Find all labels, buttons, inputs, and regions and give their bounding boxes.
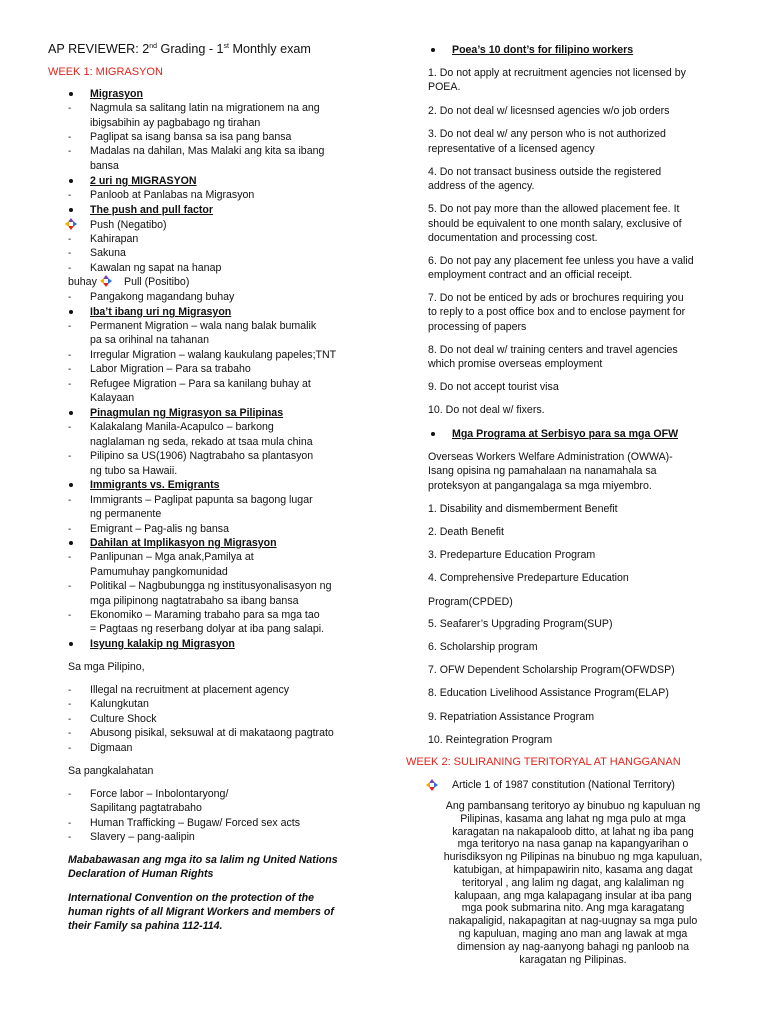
dash-icon: - bbox=[68, 685, 72, 696]
text-line: Abusong pisikal, seksuwal at di makataong pagtrato bbox=[90, 727, 334, 739]
text-line: Program(CPDED) bbox=[428, 596, 513, 608]
article-line: karagatan ng Pilipinas. bbox=[519, 953, 627, 966]
text-line: Push (Negatibo) bbox=[90, 219, 167, 231]
text-line: 10. Do not deal w/ fixers. bbox=[428, 404, 545, 416]
text-line: 6. Scholarship program bbox=[428, 641, 538, 653]
heading-immigrants: Immigrants vs. Emigrants bbox=[90, 479, 220, 491]
bullet-dot-icon bbox=[69, 208, 73, 212]
dash-icon: - bbox=[68, 728, 72, 739]
text-line: 7. OFW Dependent Scholarship Program(OFWDSP) bbox=[428, 664, 675, 676]
dash-icon: - bbox=[68, 743, 72, 754]
text-line: Refugee Migration – Para sa kanilang buhay at bbox=[90, 378, 311, 390]
bullet-dot-icon bbox=[69, 483, 73, 487]
article-line: Pilipinas, kasama ang lahat ng mga pulo at mga bbox=[460, 812, 686, 825]
text-line: Labor Migration – Para sa trabaho bbox=[90, 363, 251, 375]
dash-icon: - bbox=[68, 610, 72, 621]
text-line: Pull (Positibo) bbox=[124, 276, 190, 288]
text-line: Pilipino sa US(1906) Nagtrabaho sa plantasyon bbox=[90, 450, 314, 462]
text-line: Paglipat sa isang bansa sa isa pang bansa bbox=[90, 131, 292, 143]
text-line: Human Trafficking – Bugaw/ Forced sex acts bbox=[90, 817, 301, 829]
dash-icon: - bbox=[68, 321, 72, 332]
text-line: Kalungkutan bbox=[90, 698, 149, 710]
article-line: dimension ay nag-aanyong bahagi ng panloob na bbox=[456, 940, 690, 953]
heading-isyung: Isyung kalakip ng Migrasyon bbox=[90, 638, 235, 650]
text-line: ibigsabihin ay pagbabago ng tirahan bbox=[90, 117, 261, 129]
dash-icon: - bbox=[68, 524, 72, 535]
article-line: kalupaan, ang mga kalapagang insular at iba pang bbox=[454, 889, 692, 902]
text-line: Mababawasan ang mga ito sa lalim ng United Nations bbox=[68, 854, 338, 866]
dash-icon: - bbox=[68, 234, 72, 245]
text-line: to reply to a post office box and to enclose payment for bbox=[428, 306, 686, 318]
text-line: documentation and processing cost. bbox=[428, 232, 598, 244]
four-way-arrow-icon bbox=[65, 218, 77, 230]
text-line: Irregular Migration – walang kaukulang papeles;TNT bbox=[90, 349, 337, 361]
heading-pinagmulan: Pinagmulan ng Migrasyon sa Pilipinas bbox=[90, 407, 284, 419]
text-line: 2. Death Benefit bbox=[428, 526, 504, 538]
article-line: teritoryal , ang lalim ng dagat, ang kalaliman ng bbox=[461, 876, 684, 889]
article-line: nakapaligid, nakapagitan at nag-uugnay sa mga pulo bbox=[448, 915, 698, 928]
four-way-arrow-icon bbox=[426, 779, 438, 791]
four-way-arrow-icon bbox=[100, 275, 112, 287]
text-line: ng permanente bbox=[90, 508, 162, 520]
dash-icon: - bbox=[68, 146, 72, 157]
text-line: Sakuna bbox=[90, 247, 126, 259]
dash-icon: - bbox=[68, 581, 72, 592]
text-line: Kalakalang Manila-Acapulco – barkong bbox=[90, 421, 274, 433]
bullet-dot-icon bbox=[69, 92, 73, 96]
article-heading: Article 1 of 1987 constitution (National Territory) bbox=[452, 779, 675, 791]
text-line: 9. Repatriation Assistance Program bbox=[428, 711, 595, 723]
text-line: 3. Predeparture Education Program bbox=[428, 549, 596, 561]
bullet-dot-icon bbox=[431, 48, 435, 52]
text-line: 6. Do not pay any placement fee unless you have a valid bbox=[428, 255, 694, 267]
article-1-text bbox=[418, 800, 728, 966]
dash-icon: - bbox=[68, 350, 72, 361]
article-line: katubigan, at himpapawirin nito, kasama ang dagat bbox=[453, 863, 693, 876]
text-line: Panloob at Panlabas na Migrasyon bbox=[90, 189, 255, 201]
dash-icon: - bbox=[68, 699, 72, 710]
week2-heading: WEEK 2: SULIRANING TERITORYAL AT HANGGANAN bbox=[406, 756, 681, 768]
text-line: 5. Seafarer’s Upgrading Program(SUP) bbox=[428, 618, 613, 630]
text-line: 1. Do not apply at recruitment agencies not licensed by bbox=[428, 67, 686, 79]
text-line: 1. Disability and dismemberment Benefit bbox=[428, 503, 618, 515]
text-line: which promise overseas employment bbox=[428, 358, 603, 370]
text-line: Slavery – pang-aalipin bbox=[90, 831, 195, 843]
text-line: pa sa orihinal na tahanan bbox=[90, 334, 209, 346]
text-line: employment contract and an official receipt. bbox=[428, 269, 633, 281]
heading-migrasyon: Migrasyon bbox=[90, 88, 143, 100]
text-line: ng tubo sa Hawaii. bbox=[90, 465, 178, 477]
text-line: address of the agency. bbox=[428, 180, 535, 192]
dash-icon: - bbox=[68, 364, 72, 375]
text-line: 4. Do not transact business outside the registered bbox=[428, 166, 662, 178]
text-line: Permanent Migration – wala nang balak bumalik bbox=[90, 320, 317, 332]
text-line: Politikal – Nagbubungga ng institusyonalisasyon ng bbox=[90, 580, 332, 592]
dash-icon: - bbox=[68, 248, 72, 259]
dash-icon: - bbox=[68, 714, 72, 725]
text-line: 3. Do not deal w/ any person who is not authorized bbox=[428, 128, 666, 140]
text-line: = Pagtaas ng reserbang dolyar at iba pang salapi. bbox=[90, 623, 325, 635]
page-title: AP REVIEWER: 2nd Grading - 1st Monthly exam bbox=[48, 42, 311, 56]
text-line: 5. Do not pay more than the allowed placement fee. It bbox=[428, 203, 680, 215]
text-line: 8. Education Livelihood Assistance Program(ELAP) bbox=[428, 687, 669, 699]
week1-heading: WEEK 1: MIGRASYON bbox=[48, 66, 163, 78]
text-line: POEA. bbox=[428, 81, 461, 93]
text-line: Kalayaan bbox=[90, 392, 135, 404]
text-line: mga pilipinong nagtatrabaho sa ibang bansa bbox=[90, 595, 299, 607]
dash-icon: - bbox=[68, 451, 72, 462]
text-line: 4. Comprehensive Predeparture Education bbox=[428, 572, 629, 584]
text-line: 7. Do not be enticed by ads or brochures requiring you bbox=[428, 292, 684, 304]
text-line: Madalas na dahilan, Mas Malaki ang kita sa ibang bbox=[90, 145, 325, 157]
bullet-dot-icon bbox=[69, 642, 73, 646]
bullet-dot-icon bbox=[69, 411, 73, 415]
text-line: Declaration of Human Rights bbox=[68, 868, 214, 880]
heading-ofw: Mga Programa at Serbisyo para sa mga OFW bbox=[452, 428, 679, 440]
text-line: Emigrant – Pag-alis ng bansa bbox=[90, 523, 229, 535]
text-line: Panlipunan – Mga anak,Pamilya at bbox=[90, 551, 254, 563]
dash-icon: - bbox=[68, 422, 72, 433]
dash-icon: - bbox=[68, 292, 72, 303]
text-line: Sa pangkalahatan bbox=[68, 765, 154, 777]
text-line: Nagmula sa salitang latin na migrationem na ang bbox=[90, 102, 320, 114]
heading-2-uri: 2 uri ng MIGRASYON bbox=[90, 175, 197, 187]
text-line: Kahirapan bbox=[90, 233, 139, 245]
text-line: Immigrants – Paglipat papunta sa bagong lugar bbox=[90, 494, 313, 506]
heading-uri-migrasyon: Iba’t ibang uri ng Migrasyon bbox=[90, 306, 232, 318]
dash-icon: - bbox=[68, 379, 72, 390]
article-line: Ang pambansang teritoryo ay binubuo ng kapuluan ng bbox=[445, 800, 701, 812]
heading-push-pull: The push and pull factor bbox=[90, 204, 214, 216]
text-line: Kawalan ng sapat na hanap bbox=[90, 262, 222, 274]
bullet-dot-icon bbox=[69, 310, 73, 314]
text-line: Digmaan bbox=[90, 742, 133, 754]
article-line: karagatan na nakapaloob ditto, at lahat ng iba pang bbox=[452, 825, 694, 838]
text-line: bansa bbox=[90, 160, 119, 172]
article-line: mga pook submarina nito. Ang mga karagatang bbox=[461, 902, 685, 915]
text-line: 8. Do not deal w/ training centers and travel agencies bbox=[428, 344, 678, 356]
text-line: naglalaman ng seda, rekado at tsaa mula china bbox=[90, 436, 313, 448]
text-line: human rights of all Migrant Workers and members of bbox=[68, 906, 334, 918]
article-line: mga teritoryo na nasa ganap na kapangyarihan o bbox=[457, 838, 689, 851]
text-line: Sapilitang pagtatrabaho bbox=[90, 802, 202, 814]
text-line: International Convention on the protection of the bbox=[68, 892, 314, 904]
bullet-dot-icon bbox=[69, 179, 73, 183]
text-line: representative of a licensed agency bbox=[428, 143, 595, 155]
text-line: 9. Do not accept tourist visa bbox=[428, 381, 559, 393]
text-line: their Family sa pahina 112-114. bbox=[68, 920, 223, 932]
text-line: buhay bbox=[68, 276, 97, 288]
text-line: Illegal na recruitment at placement agency bbox=[90, 684, 290, 696]
text-line: Pangakong magandang buhay bbox=[90, 291, 235, 303]
text-line: Pamumuhay pangkomunidad bbox=[90, 566, 228, 578]
dash-icon: - bbox=[68, 552, 72, 563]
dash-icon: - bbox=[68, 818, 72, 829]
bullet-dot-icon bbox=[431, 432, 435, 436]
heading-dahilan: Dahilan at Implikasyon ng Migrasyon bbox=[90, 537, 277, 549]
dash-icon: - bbox=[68, 832, 72, 843]
text-line: Overseas Workers Welfare Administration (OWWA)- bbox=[428, 451, 673, 463]
dash-icon: - bbox=[68, 263, 72, 274]
dash-icon: - bbox=[68, 132, 72, 143]
dash-icon: - bbox=[68, 789, 72, 800]
article-line: ng kapuluan, maging ano man ang lawak at mga bbox=[458, 927, 688, 940]
text-line: 10. Reintegration Program bbox=[428, 734, 553, 746]
text-line: 2. Do not deal w/ licesnsed agencies w/o job orders bbox=[428, 105, 670, 117]
text-line: processing of papers bbox=[428, 321, 527, 333]
dash-icon: - bbox=[68, 495, 72, 506]
dash-icon: - bbox=[68, 103, 72, 114]
text-line: Force labor – Inbolontaryong/ bbox=[90, 788, 229, 800]
article-line: hurisdiksyon ng Pilipinas na binubuo ng mga kapuluan, bbox=[443, 851, 703, 864]
text-line: should be equivalent to one month salary, exclusive of bbox=[428, 218, 682, 230]
text-line: Sa mga Pilipino, bbox=[68, 661, 145, 673]
text-line: Culture Shock bbox=[90, 713, 157, 725]
text-line: Isang opisina ng pamahalaan na nanamahala sa bbox=[428, 465, 657, 477]
dash-icon: - bbox=[68, 190, 72, 201]
text-line: Ekonomiko – Maraming trabaho para sa mga tao bbox=[90, 609, 320, 621]
bullet-dot-icon bbox=[69, 541, 73, 545]
text-line: proteksyon at pangangalaga sa mga miyembro. bbox=[428, 480, 652, 492]
heading-poea: Poea’s 10 dont’s for filipino workers bbox=[452, 44, 634, 56]
